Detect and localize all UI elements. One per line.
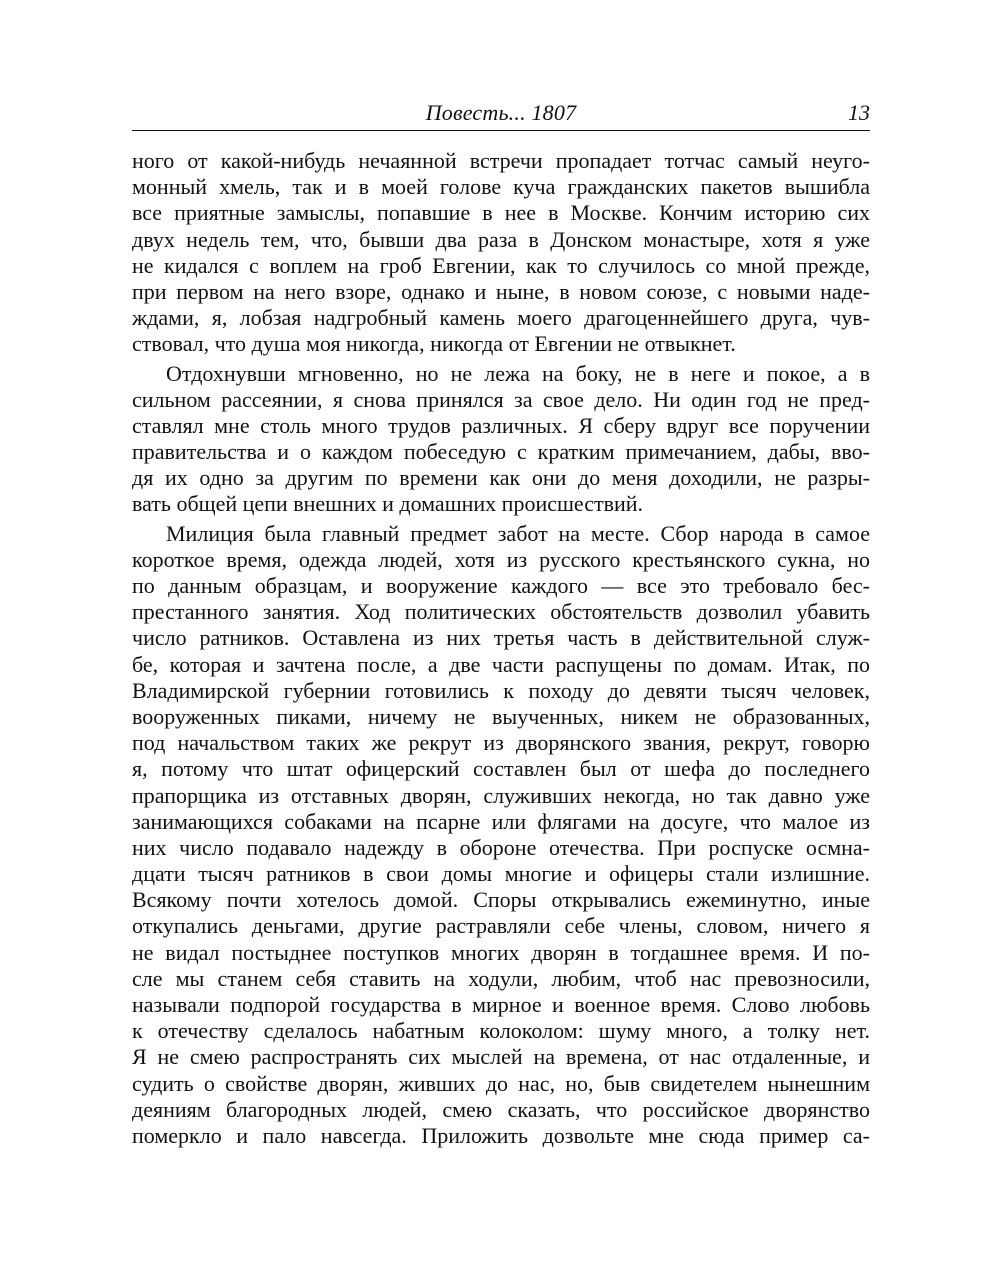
text-line: судить о свойстве дворян, живших до нас, но, быв свидетелем нынешним (132, 1070, 870, 1096)
text-line: ставлял мне столь много трудов различных. Я сберу вдруг все поручении (132, 412, 870, 438)
text-line: я, потому что штат офицерский составлен был от шефа до последнего (132, 756, 870, 782)
text-line: вать общей цепи внешних и домашних происшествий. (132, 491, 644, 517)
text-line: дцати тысяч ратников в свои домы многие и офицеры стали излишние. (132, 861, 870, 887)
text-line: сле мы станем себя ставить на ходули, любим, чтоб нас превозносили, (132, 965, 870, 991)
text-line: престанного занятия. Ход политических обстоятельств дозволил убавить (132, 599, 870, 625)
text-line: занимающихся собаками на псарне или флягами на досуге, что малое из (132, 808, 870, 834)
running-title: Повесть... 1807 (425, 100, 577, 125)
header-rule (132, 130, 870, 131)
text-line: под начальством таких же рекрут из дворянского звания, рекрут, говорю (132, 730, 870, 756)
text-line: по данным образцам, и вооружение каждого — все это требовало бес- (132, 573, 870, 598)
text-line: откупались деньгами, другие растравляли себе члены, словом, ничего я (132, 913, 870, 939)
text-line: Милиция была главный предмет забот на месте. Сбор народа в самое (166, 520, 870, 546)
paragraph (132, 521, 870, 1150)
text-line: ствовал, что душа моя никогда, никогда от Евгении не отвыкнет. (132, 331, 736, 357)
paragraph (132, 361, 870, 518)
text-line: монный хмель, так и в моей голове куча гражданских пакетов вышибла (132, 174, 870, 200)
page-number: 13 (848, 100, 870, 125)
text-line: бе, которая и зачтена после, а две части распущены по домам. Итак, по (132, 651, 870, 677)
text-line: сильном рассеянии, я снова принялся за свое дело. Ни один год не пред- (132, 386, 870, 412)
text-line: при первом на него взоре, однако и ныне, в новом союзе, с новыми надe- (132, 278, 870, 304)
text-line: короткое время, одежда людей, хотя из русского крестьянского сукна, но (132, 546, 870, 572)
text-line: прапорщика из отставных дворян, служивших некогда, но так давно уже (132, 782, 870, 808)
text-line: называли подпорой государства в мирное и военное время. Слово любовь (132, 992, 870, 1017)
text-line: них число подавало надежду в обороне отечества. При роспуске осмна- (132, 834, 870, 860)
text-line: Отдохнувши мгновенно, но не лежа на боку, не в неге и покое, а в (166, 360, 870, 386)
body-text (132, 148, 870, 1149)
text-line: ного от какой-нибудь нечаянной встречи пропадает тотчас самый неуго- (132, 148, 870, 173)
text-line: Всякому почти хотелось домой. Споры открывались ежеминутно, иные (132, 887, 870, 913)
text-line: померкло и пало навсегда. Приложить дозвольте мне сюда пример са- (132, 1122, 870, 1148)
page-header (132, 96, 870, 130)
text-line: не видал постыднее поступков многих дворян в тогдашнее время. И по- (132, 939, 870, 965)
text-line: деяниям благородных людей, смею сказать, что российское дворянство (132, 1096, 870, 1122)
text-line: Владимирской губернии готовились к походу до девяти тысяч человек, (132, 677, 870, 703)
text-line: не кидался с воплем на гроб Евгении, как то случилось со мной прежде, (132, 252, 870, 278)
text-line: к отечеству сделалось набатным колоколом: шуму много, а толку нет. (132, 1018, 870, 1044)
text-line: двух недель тем, что, бывши два раза в Донском монастыре, хотя я уже (132, 226, 870, 252)
text-line: дя их одно за другим по времени как они до меня доходили, не разры- (132, 465, 870, 491)
text-line: число ратников. Оставлена из них третья часть в действительной служ- (132, 625, 870, 651)
text-line: правительства и о каждом побеседую с кратким примечанием, дабы, вво- (132, 439, 870, 465)
text-line: вооруженных пиками, ничему не выученных, никем не образованных, (132, 703, 870, 729)
text-line: ждами, я, лобзая надгробный камень моего драгоценнейшего друга, чув- (132, 305, 870, 331)
text-line: все приятные замыслы, попавшие в нее в Москве. Кончим историю сих (132, 200, 870, 226)
text-line: Я не смею распространять сих мыслей на времена, от нас отдаленные, и (132, 1044, 870, 1070)
paragraph (132, 148, 870, 358)
